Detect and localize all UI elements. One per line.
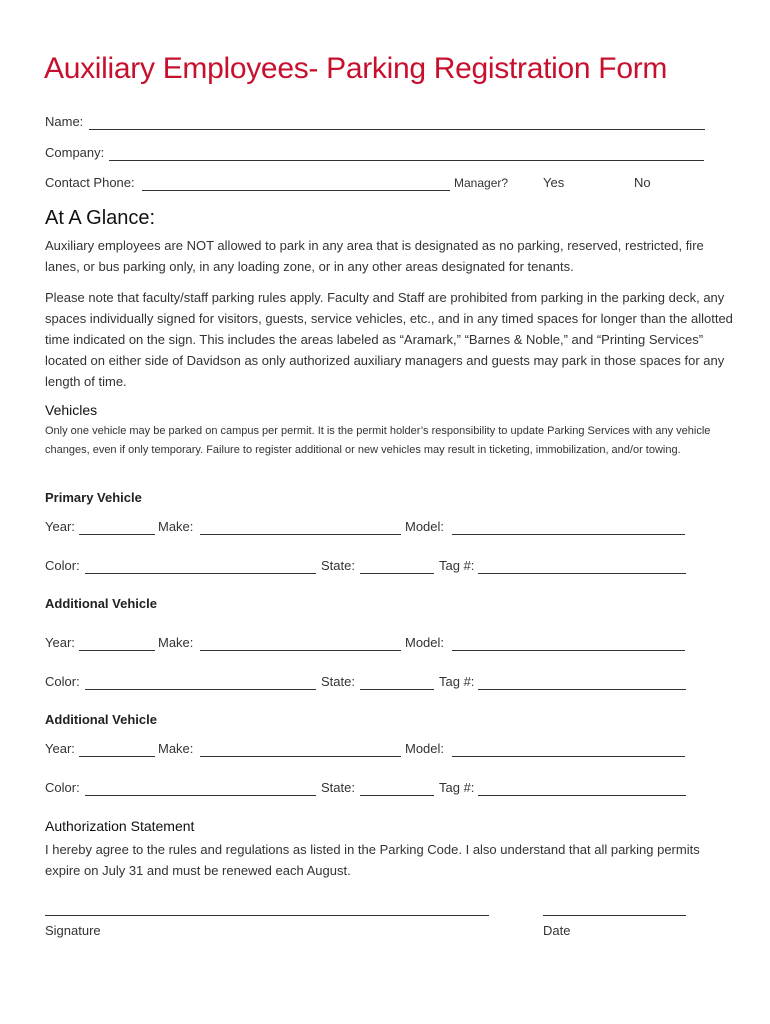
additional-1-color-field[interactable] bbox=[85, 689, 316, 690]
authorization-statement: I hereby agree to the rules and regulations as listed in the Parking Code. I also understand that all parking permits expire on July 31 and must be renewed each August. bbox=[45, 842, 700, 878]
manager-no-option[interactable]: No bbox=[634, 175, 651, 190]
color-label: Color: bbox=[45, 674, 80, 689]
additional-2-year-field[interactable] bbox=[79, 756, 155, 757]
contact-phone-field[interactable] bbox=[142, 190, 450, 191]
additional-1-year-field[interactable] bbox=[79, 650, 155, 651]
additional-1-model-field[interactable] bbox=[452, 650, 685, 651]
color-label: Color: bbox=[45, 780, 80, 795]
company-field[interactable] bbox=[109, 160, 704, 161]
model-label: Model: bbox=[405, 741, 445, 756]
name-field[interactable] bbox=[89, 129, 705, 130]
state-label: State: bbox=[321, 558, 355, 573]
vehicles-heading: Vehicles bbox=[45, 402, 98, 418]
primary-year-field[interactable] bbox=[79, 534, 155, 535]
primary-state-field[interactable] bbox=[360, 573, 434, 574]
additional-vehicle-1-heading: Additional Vehicle bbox=[45, 596, 157, 611]
additional-2-color-field[interactable] bbox=[85, 795, 316, 796]
manager-label: Manager? bbox=[454, 176, 509, 190]
at-a-glance-paragraph-1: Auxiliary employees are NOT allowed to park in any area that is designated as no parking, reserved, restricted, fire lanes, or bus parking only, in any loading zone, or in any other areas designated for tenants. bbox=[45, 238, 704, 274]
additional-2-state-field[interactable] bbox=[360, 795, 434, 796]
manager-yes-option[interactable]: Yes bbox=[543, 175, 565, 190]
model-label: Model: bbox=[405, 635, 445, 650]
vehicles-note: Only one vehicle may be parked on campus per permit. It is the permit holder’s responsibility to update Parking Services with any vehicle changes, even if only temporary. Failure to register additional or new vehicles may result in ticketing, immobilization, and/or towing. bbox=[45, 425, 711, 456]
additional-2-tag-field[interactable] bbox=[478, 795, 686, 796]
signature-label: Signature bbox=[45, 923, 101, 938]
signature-field[interactable] bbox=[45, 915, 489, 916]
year-label: Year: bbox=[45, 519, 75, 534]
primary-make-field[interactable] bbox=[200, 534, 401, 535]
additional-2-make-field[interactable] bbox=[200, 756, 401, 757]
make-label: Make: bbox=[158, 519, 194, 534]
additional-2-model-field[interactable] bbox=[452, 756, 685, 757]
primary-vehicle-heading: Primary Vehicle bbox=[45, 490, 142, 505]
make-label: Make: bbox=[158, 635, 194, 650]
tag-label: Tag #: bbox=[439, 558, 475, 573]
year-label: Year: bbox=[45, 635, 75, 650]
state-label: State: bbox=[321, 674, 355, 689]
at-a-glance-heading: At A Glance: bbox=[45, 207, 156, 229]
date-label: Date bbox=[543, 923, 571, 938]
name-label: Name: bbox=[45, 114, 84, 129]
state-label: State: bbox=[321, 780, 355, 795]
tag-label: Tag #: bbox=[439, 780, 475, 795]
primary-model-field[interactable] bbox=[452, 534, 685, 535]
tag-label: Tag #: bbox=[439, 674, 475, 689]
form-title: Auxiliary Employees- Parking Registration Form bbox=[44, 52, 668, 85]
company-label: Company: bbox=[45, 145, 105, 160]
authorization-heading: Authorization Statement bbox=[45, 818, 195, 834]
year-label: Year: bbox=[45, 741, 75, 756]
contact-phone-label: Contact Phone: bbox=[45, 175, 135, 190]
primary-tag-field[interactable] bbox=[478, 573, 686, 574]
additional-1-state-field[interactable] bbox=[360, 689, 434, 690]
model-label: Model: bbox=[405, 519, 445, 534]
date-field[interactable] bbox=[543, 915, 686, 916]
at-a-glance-paragraph-2: Please note that faculty/staff parking rules apply. Faculty and Staff are prohibited from parking in the parking deck, any spaces individually signed for visitors, guests, service vehicles, etc., and in any timed spaces for longer than the allotted time indicated on the sign. This includes the areas labeled as “Aramark,” “Barnes & Noble,” and “Printing Services” located on either side of Davidson as only authorized auxiliary managers and guests may park in those spaces for any length of time. bbox=[45, 290, 733, 389]
make-label: Make: bbox=[158, 741, 194, 756]
additional-1-tag-field[interactable] bbox=[478, 689, 686, 690]
additional-1-make-field[interactable] bbox=[200, 650, 401, 651]
color-label: Color: bbox=[45, 558, 80, 573]
primary-color-field[interactable] bbox=[85, 573, 316, 574]
additional-vehicle-2-heading: Additional Vehicle bbox=[45, 712, 157, 727]
